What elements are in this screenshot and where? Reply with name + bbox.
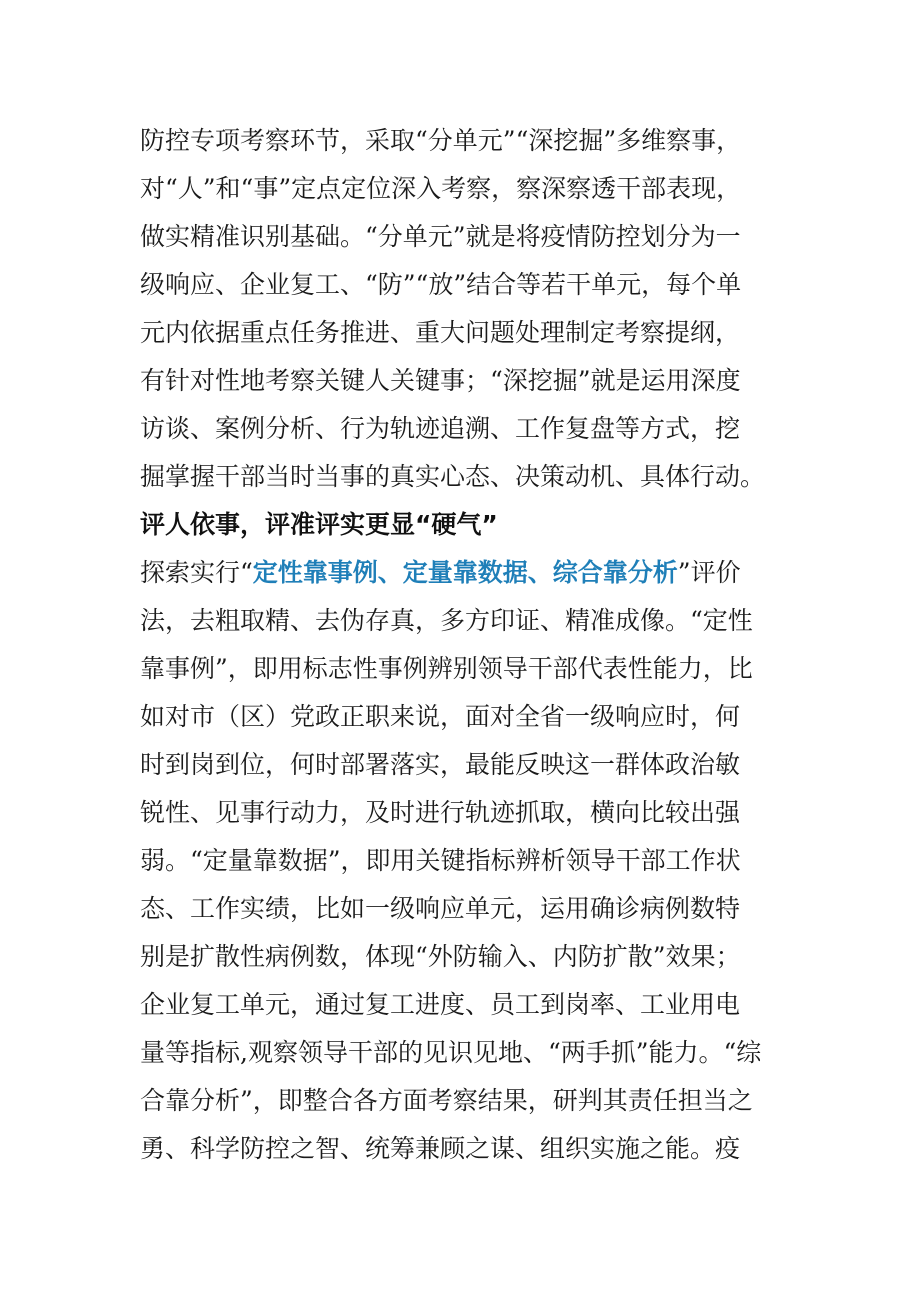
paragraph-line: 态、工作实绩，比如一级响应单元，运用确诊病例数特	[140, 894, 741, 923]
paragraph-line: 勇、科学防控之智、统筹兼顾之谋、组织实施之能。疫	[140, 1134, 741, 1163]
paragraph-line: 量等指标,观察领导干部的见识见地、“两手抓”能力。“综	[140, 1038, 762, 1067]
article-body	[140, 117, 790, 1173]
paragraph-line-highlight	[140, 549, 790, 597]
paragraph-line: 弱。“定量靠数据”，即用关键指标辨析领导干部工作状	[140, 846, 741, 875]
paragraph-line: 如对市（区）党政正职来说，面对全省一级响应时，何	[140, 702, 741, 731]
paragraph-line: 法，去粗取精、去伪存真，多方印证、精准成像。“定性	[140, 606, 753, 635]
paragraph-line: 对“人”和“事”定点定位深入考察，察深察透干部表现，	[140, 174, 742, 203]
paragraph-line: 访谈、案例分析、行为轨迹追溯、工作复盘等方式，挖	[140, 414, 741, 443]
paragraph-line: 掘掌握干部当时当事的真实心态、决策动机、具体行动。	[140, 462, 766, 491]
paragraph-line: 锐性、见事行动力，及时进行轨迹抓取，横向比较出强	[140, 798, 741, 827]
paragraph-line: 企业复工单元，通过复工进度、员工到岗率、工业用电	[140, 990, 741, 1019]
paragraph-line: 别是扩散性病例数，体现“外防输入、内防扩散”效果；	[140, 942, 741, 971]
paragraph-line: 防控专项考察环节，采取“分单元”“深挖掘”多维察事，	[140, 126, 742, 155]
line-suffix: ”评价	[677, 558, 741, 587]
paragraph-line: 时到岗到位，何时部署落实，最能反映这一群体政治敏	[140, 750, 741, 779]
paragraph-line: 合靠分析”，即整合各方面考察结果，研判其责任担当之	[140, 1086, 753, 1115]
line-prefix: 探索实行“	[140, 558, 253, 587]
section-heading: 评人依事，评准评实更显“硬气”	[140, 510, 498, 539]
paragraph-line: 有针对性地考察关键人关键事；“深挖掘”就是运用深度	[140, 366, 741, 395]
paragraph-line: 靠事例”，即用标志性事例辨别领导干部代表性能力，比	[140, 654, 753, 683]
paragraph-line: 级响应、企业复工、“防”“放”结合等若干单元，每个单	[140, 270, 742, 299]
paragraph-line: 做实精准识别基础。“分单元”就是将疫情防控划分为一	[140, 222, 741, 251]
paragraph-line: 元内依据重点任务推进、重大问题处理制定考察提纲，	[140, 318, 741, 347]
highlighted-phrase: 定性靠事例、定量靠数据、综合靠分析	[252, 558, 678, 587]
